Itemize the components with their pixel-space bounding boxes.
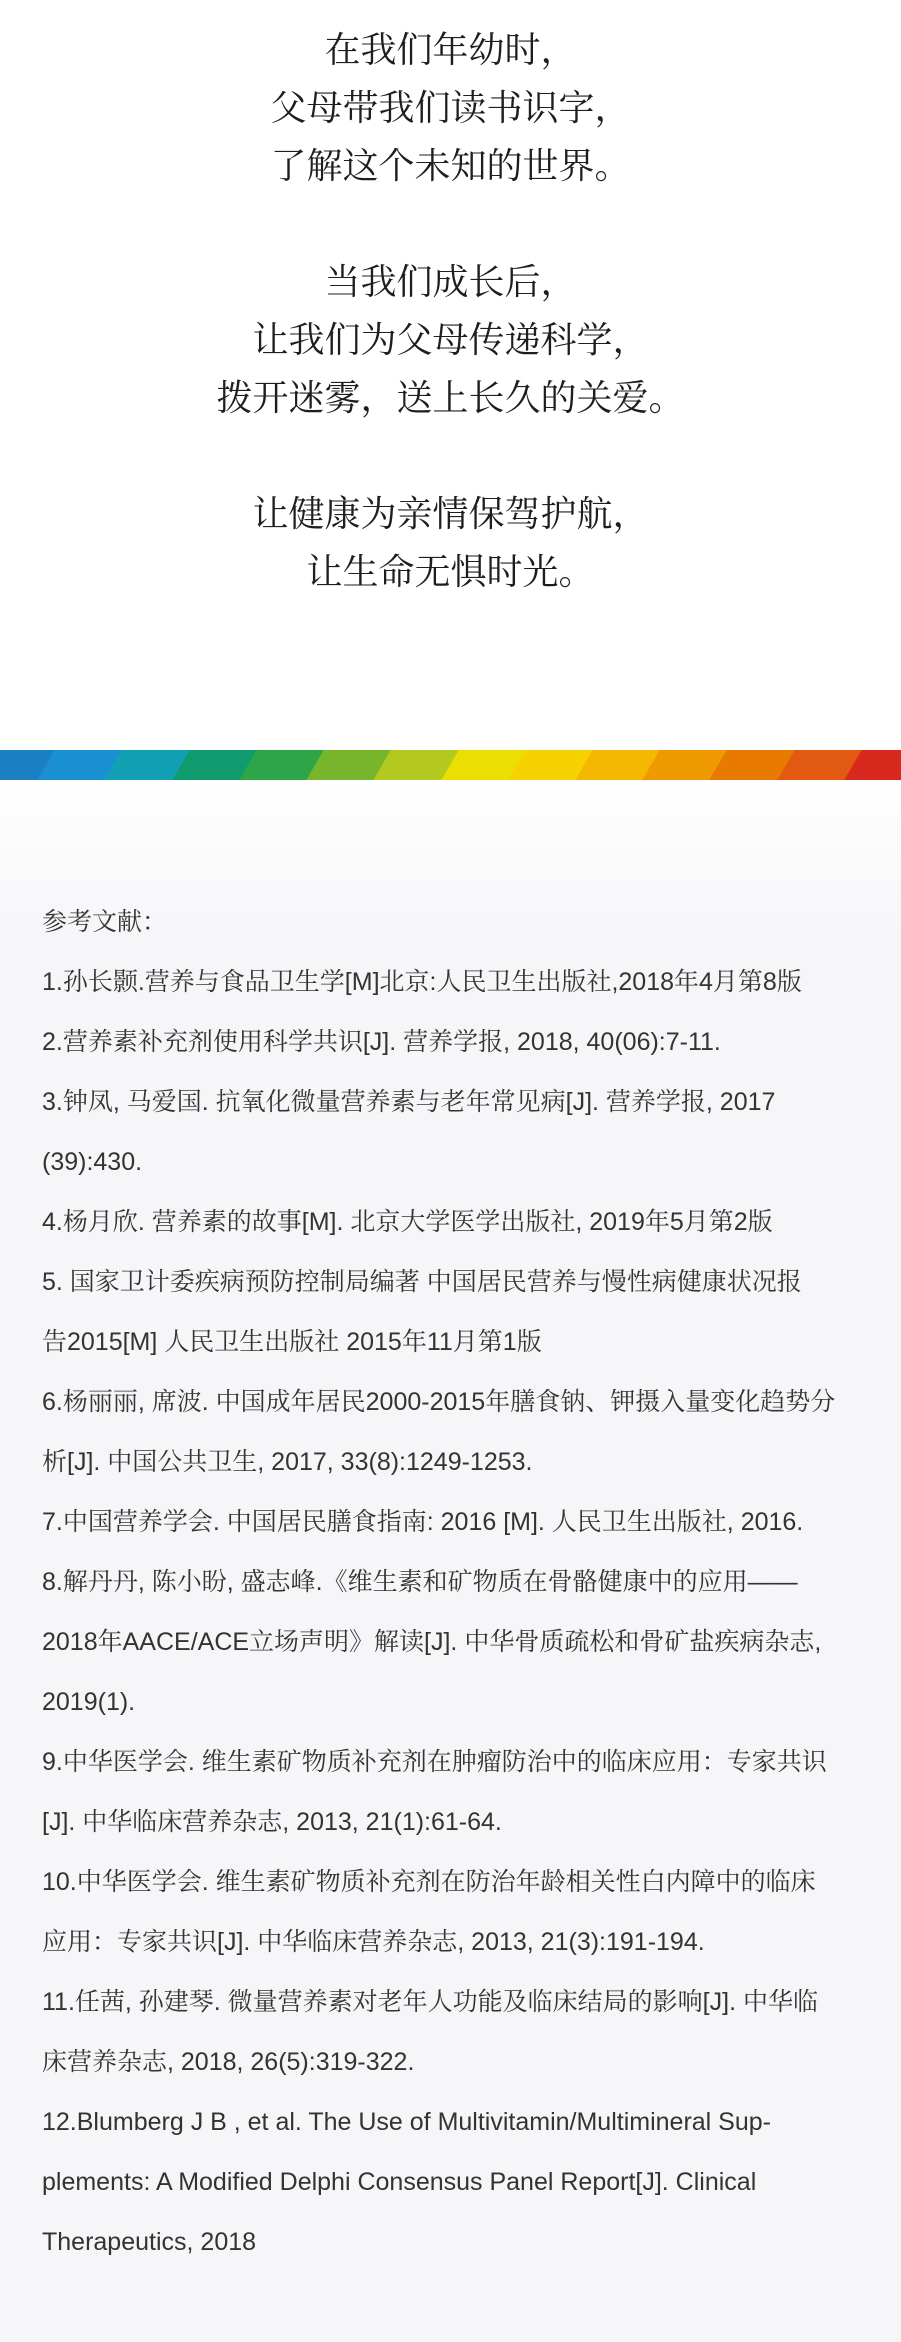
reference-line: 床营养杂志, 2018, 26(5):319-322. (42, 2048, 415, 2076)
poem-line: 了解这个未知的世界。 (270, 146, 631, 187)
rainbow-stripe (0, 750, 901, 780)
reference-line: 2.营养素补充剂使用科学共识[J]. 营养学报, 2018, 40(06):7-11. (42, 1028, 721, 1056)
reference-line: 应用：专家共识[J]. 中华临床营养杂志, 2013, 21(3):191-194. (42, 1928, 705, 1956)
reference-line: [J]. 中华临床营养杂志, 2013, 21(1):61-64. (42, 1808, 502, 1836)
poem-stanza-1 (0, 22, 901, 196)
poem-line: 在我们年幼时， (324, 30, 577, 71)
poem-line: 让健康为亲情保驾护航， (252, 494, 649, 535)
reference-line: 12.Blumberg J B , et al. The Use of Multivitamin/Multimineral Sup- (42, 2108, 771, 2136)
reference-line: Therapeutics, 2018 (42, 2228, 257, 2256)
poem-line: 拨开迷雾，送上长久的关爱。 (216, 378, 685, 419)
poem-line: 让我们为父母传递科学， (252, 320, 649, 361)
references-title: 参考文献： (42, 908, 168, 936)
reference-line: 4.杨月欣. 营养素的故事[M]. 北京大学医学出版社, 2019年5月第2版 (42, 1208, 773, 1236)
reference-line: 10.中华医学会. 维生素矿物质补充剂在防治年龄相关性白内障中的临床 (42, 1868, 816, 1896)
poem-stanza-3 (0, 486, 901, 602)
reference-line: 8.解丹丹, 陈小盼, 盛志峰.《维生素和矿物质在骨骼健康中的应用—— (42, 1568, 798, 1596)
reference-line: plements: A Modified Delphi Consensus Panel Report[J]. Clinical (42, 2168, 757, 2196)
reference-line: 1.孙长颢.营养与食品卫生学[M]北京:人民卫生出版社,2018年4月第8版 (42, 968, 802, 996)
reference-line: 5. 国家卫计委疾病预防控制局编著 中国居民营养与慢性病健康状况报 (42, 1268, 802, 1296)
reference-line: (39):430. (42, 1148, 143, 1176)
poem-section (0, 22, 901, 660)
rainbow-divider (0, 750, 901, 780)
references-list (42, 892, 862, 2272)
reference-line: 3.钟凤, 马爱国. 抗氧化微量营养素与老年常见病[J]. 营养学报, 2017 (42, 1088, 776, 1116)
reference-line: 7.中国营养学会. 中国居民膳食指南: 2016 [M]. 人民卫生出版社, 2016. (42, 1508, 804, 1536)
poem-line: 当我们成长后， (324, 262, 577, 303)
reference-line: 11.任茜, 孙建琴. 微量营养素对老年人功能及临床结局的影响[J]. 中华临 (42, 1988, 818, 2016)
poem-line: 父母带我们读书识字， (270, 88, 631, 129)
poem-line: 让生命无惧时光。 (306, 552, 595, 593)
reference-line: 析[J]. 中国公共卫生, 2017, 33(8):1249-1253. (42, 1448, 533, 1476)
reference-line: 6.杨丽丽, 席波. 中国成年居民2000-2015年膳食钠、钾摄入量变化趋势分 (42, 1388, 836, 1416)
reference-line: 9.中华医学会. 维生素矿物质补充剂在肿瘤防治中的临床应用：专家共识 (42, 1748, 827, 1776)
poem-stanza-2 (0, 254, 901, 428)
reference-line: 2019(1). (42, 1688, 136, 1716)
reference-line: 告2015[M] 人民卫生出版社 2015年11月第1版 (42, 1328, 542, 1356)
reference-line: 2018年AACE/ACE立场声明》解读[J]. 中华骨质疏松和骨矿盐疾病杂志, (42, 1628, 822, 1656)
